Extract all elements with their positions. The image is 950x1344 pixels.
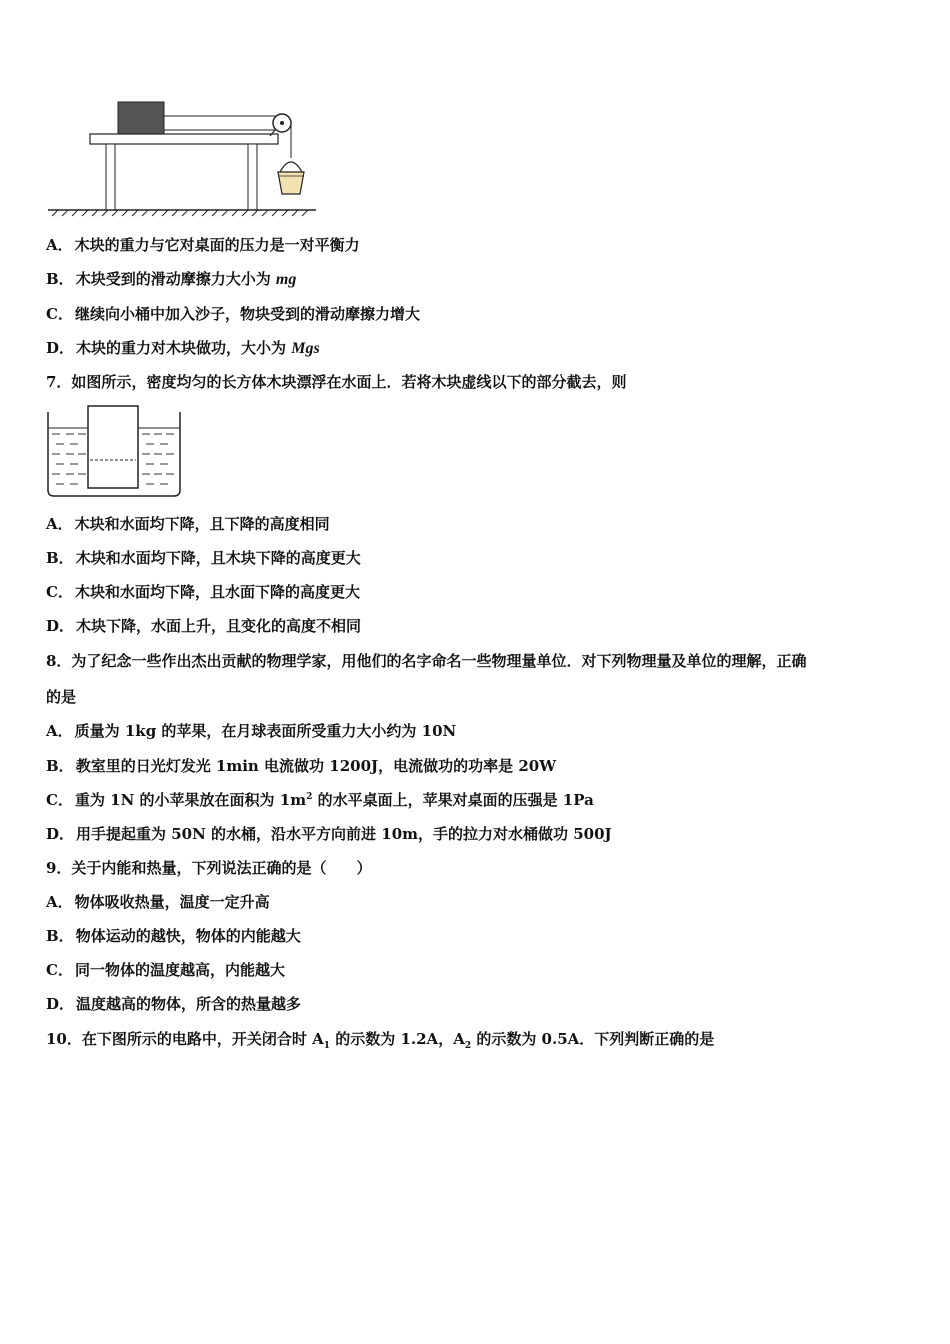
q8-stem-line2: 的是: [46, 688, 77, 706]
q7-option-a: A． 木块和水面均下降，且下降的高度相同: [46, 515, 330, 533]
q7-stem: 7．如图所示，密度均匀的长方体木块漂浮在水面上．若将木块虚线以下的部分截去，则: [46, 373, 627, 391]
q9-stem: 9．关于内能和热量，下列说法正确的是（ ）: [46, 859, 372, 877]
q6-option-b: B． 木块受到的滑动摩擦力大小为 mg: [46, 270, 297, 288]
floating-block-figure: [46, 402, 182, 500]
q9-option-b: B． 物体运动的越快，物体的内能越大: [46, 927, 301, 945]
q8-option-c: C． 重为 1N 的小苹果放在面积为 $1m^2$ 的水平桌面上，苹果对桌面的压强是 1Pa: [46, 791, 594, 809]
q6-option-c: C． 继续向小桶中加入沙子，物块受到的滑动摩擦力增大: [46, 305, 420, 323]
q9-option-c: C． 同一物体的温度越高，内能越大: [46, 961, 285, 979]
q8-stem-line1: 8．为了纪念一些作出杰出贡献的物理学家，用他们的名字命名一些物理量单位．对下列物理量及单位的理解，正确: [46, 652, 807, 670]
q7-option-b: B． 木块和水面均下降，且木块下降的高度更大: [46, 549, 361, 567]
q10-stem: 10．在下图所示的电路中，开关闭合时 $A_1$ 的示数为 1.2A，$A_2$ 的示数为 0.5A．下列判断正确的是: [46, 1030, 715, 1051]
q9-option-d: D． 温度越高的物体，所含的热量越多: [46, 995, 302, 1013]
q7-option-d: D． 木块下降，水面上升，且变化的高度不相同: [46, 617, 362, 635]
q8-option-d: D． 用手提起重为 50N 的水桶，沿水平方向前进 10m，手的拉力对水桶做功 500J: [46, 825, 612, 843]
q8-option-a: A． 质量为 1kg 的苹果，在月球表面所受重力大小约为 10N: [46, 722, 457, 740]
q7-option-c: C． 木块和水面均下降，且水面下降的高度更大: [46, 583, 360, 601]
q8-option-b: B． 教室里的日光灯发光 1min 电流做功 1200J，电流做功的功率是 20W: [46, 757, 557, 775]
q6-option-d: D． 木块的重力对木块做功，大小为 Mgs: [46, 339, 320, 357]
q9-option-a: A． 物体吸收热量，温度一定升高: [46, 893, 270, 911]
q6-option-a: A． 木块的重力与它对桌面的压力是一对平衡力: [46, 236, 360, 254]
table-pulley-bucket-figure: [44, 96, 324, 218]
